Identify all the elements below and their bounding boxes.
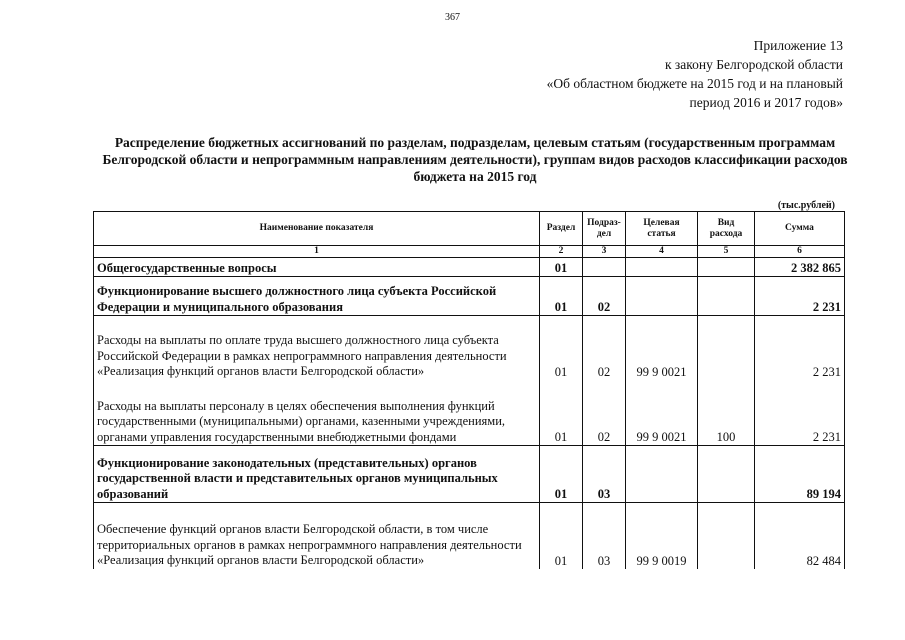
row-subsection: 02 [583,277,626,316]
units-label: (тыс.рублей) [777,200,835,211]
row-subsection: 03 [583,446,626,503]
header-section: Раздел [540,212,583,246]
page-number: 367 [445,12,460,23]
row-section: 01 [540,446,583,503]
row-section: 01 [540,316,583,380]
table-row [94,258,845,277]
table-row [94,277,845,316]
row-name: Расходы на выплаты персоналу в целях обеспечения выполнения функций государственными (муниципальными) органами, казенными учреждениями, органами управления государственными внебюджетными фондами [94,380,540,446]
row-section: 01 [540,380,583,446]
col-number: 3 [583,246,626,258]
col-number: 6 [755,246,845,258]
row-target [626,446,698,503]
row-name: Функционирование высшего должностного лица субъекта Российской Федерации и муниципального образования [94,277,540,316]
appendix-line-2: к закону Белгородской области [665,57,843,72]
row-target [626,277,698,316]
row-sum: 2 231 [755,277,845,316]
row-type [698,316,755,380]
row-name: Расходы на выплаты по оплате труда высшего должностного лица субъекта Российской Федерации в рамках непрограммного направления деятельности «Реализация функций органов власти Белгородской области» [94,316,540,380]
appendix-note [547,36,843,112]
row-type [698,258,755,277]
row-type [698,503,755,569]
row-subsection: 03 [583,503,626,569]
row-name: Функционирование законодательных (представительных) органов государственной власти и представительных органов муниципальных образований [94,446,540,503]
row-name: Общегосударственные вопросы [94,258,540,277]
col-number: 1 [94,246,540,258]
appendix-line-3: «Об областном бюджете на 2015 год и на плановый [546,76,843,91]
row-section: 01 [540,503,583,569]
header-sum: Сумма [755,212,845,246]
budget-table [93,211,845,569]
row-subsection [583,258,626,277]
row-type: 100 [698,380,755,446]
col-number: 5 [698,246,755,258]
table-row [94,316,845,380]
appendix-line-1: Приложение 13 [753,38,843,53]
row-section: 01 [540,258,583,277]
table-row [94,380,845,446]
row-sum: 2 382 865 [755,258,845,277]
row-type [698,277,755,316]
row-target: 99 9 0021 [626,316,698,380]
table-row [94,503,845,569]
header-target: Целевая статья [626,212,698,246]
row-target: 99 9 0021 [626,380,698,446]
row-target: 99 9 0019 [626,503,698,569]
row-sum: 2 231 [755,380,845,446]
row-subsection: 02 [583,316,626,380]
row-sum: 82 484 [755,503,845,569]
appendix-line-4: период 2016 и 2017 годов» [689,95,843,110]
col-number: 4 [626,246,698,258]
row-type [698,446,755,503]
col-number: 2 [540,246,583,258]
header-type: Вид расхода [698,212,755,246]
row-name: Обеспечение функций органов власти Белгородской области, в том числе территориальных органов в рамках непрограммного направления деятельности «Реализация функций органов власти Белгородской области» [94,503,540,569]
header-name: Наименование показателя [94,212,540,246]
row-sum: 89 194 [755,446,845,503]
header-subsection: Подраз-дел [583,212,626,246]
row-target [626,258,698,277]
document-title: Распределение бюджетных ассигнований по разделам, подразделам, целевым статьям (государственным программам Белгородской области и непрограммным направлениям деятельности), группам видов расходов классификации расходов бюджета на 2015 год [102,135,848,184]
row-subsection: 02 [583,380,626,446]
row-section: 01 [540,277,583,316]
row-sum: 2 231 [755,316,845,380]
table-row [94,446,845,503]
